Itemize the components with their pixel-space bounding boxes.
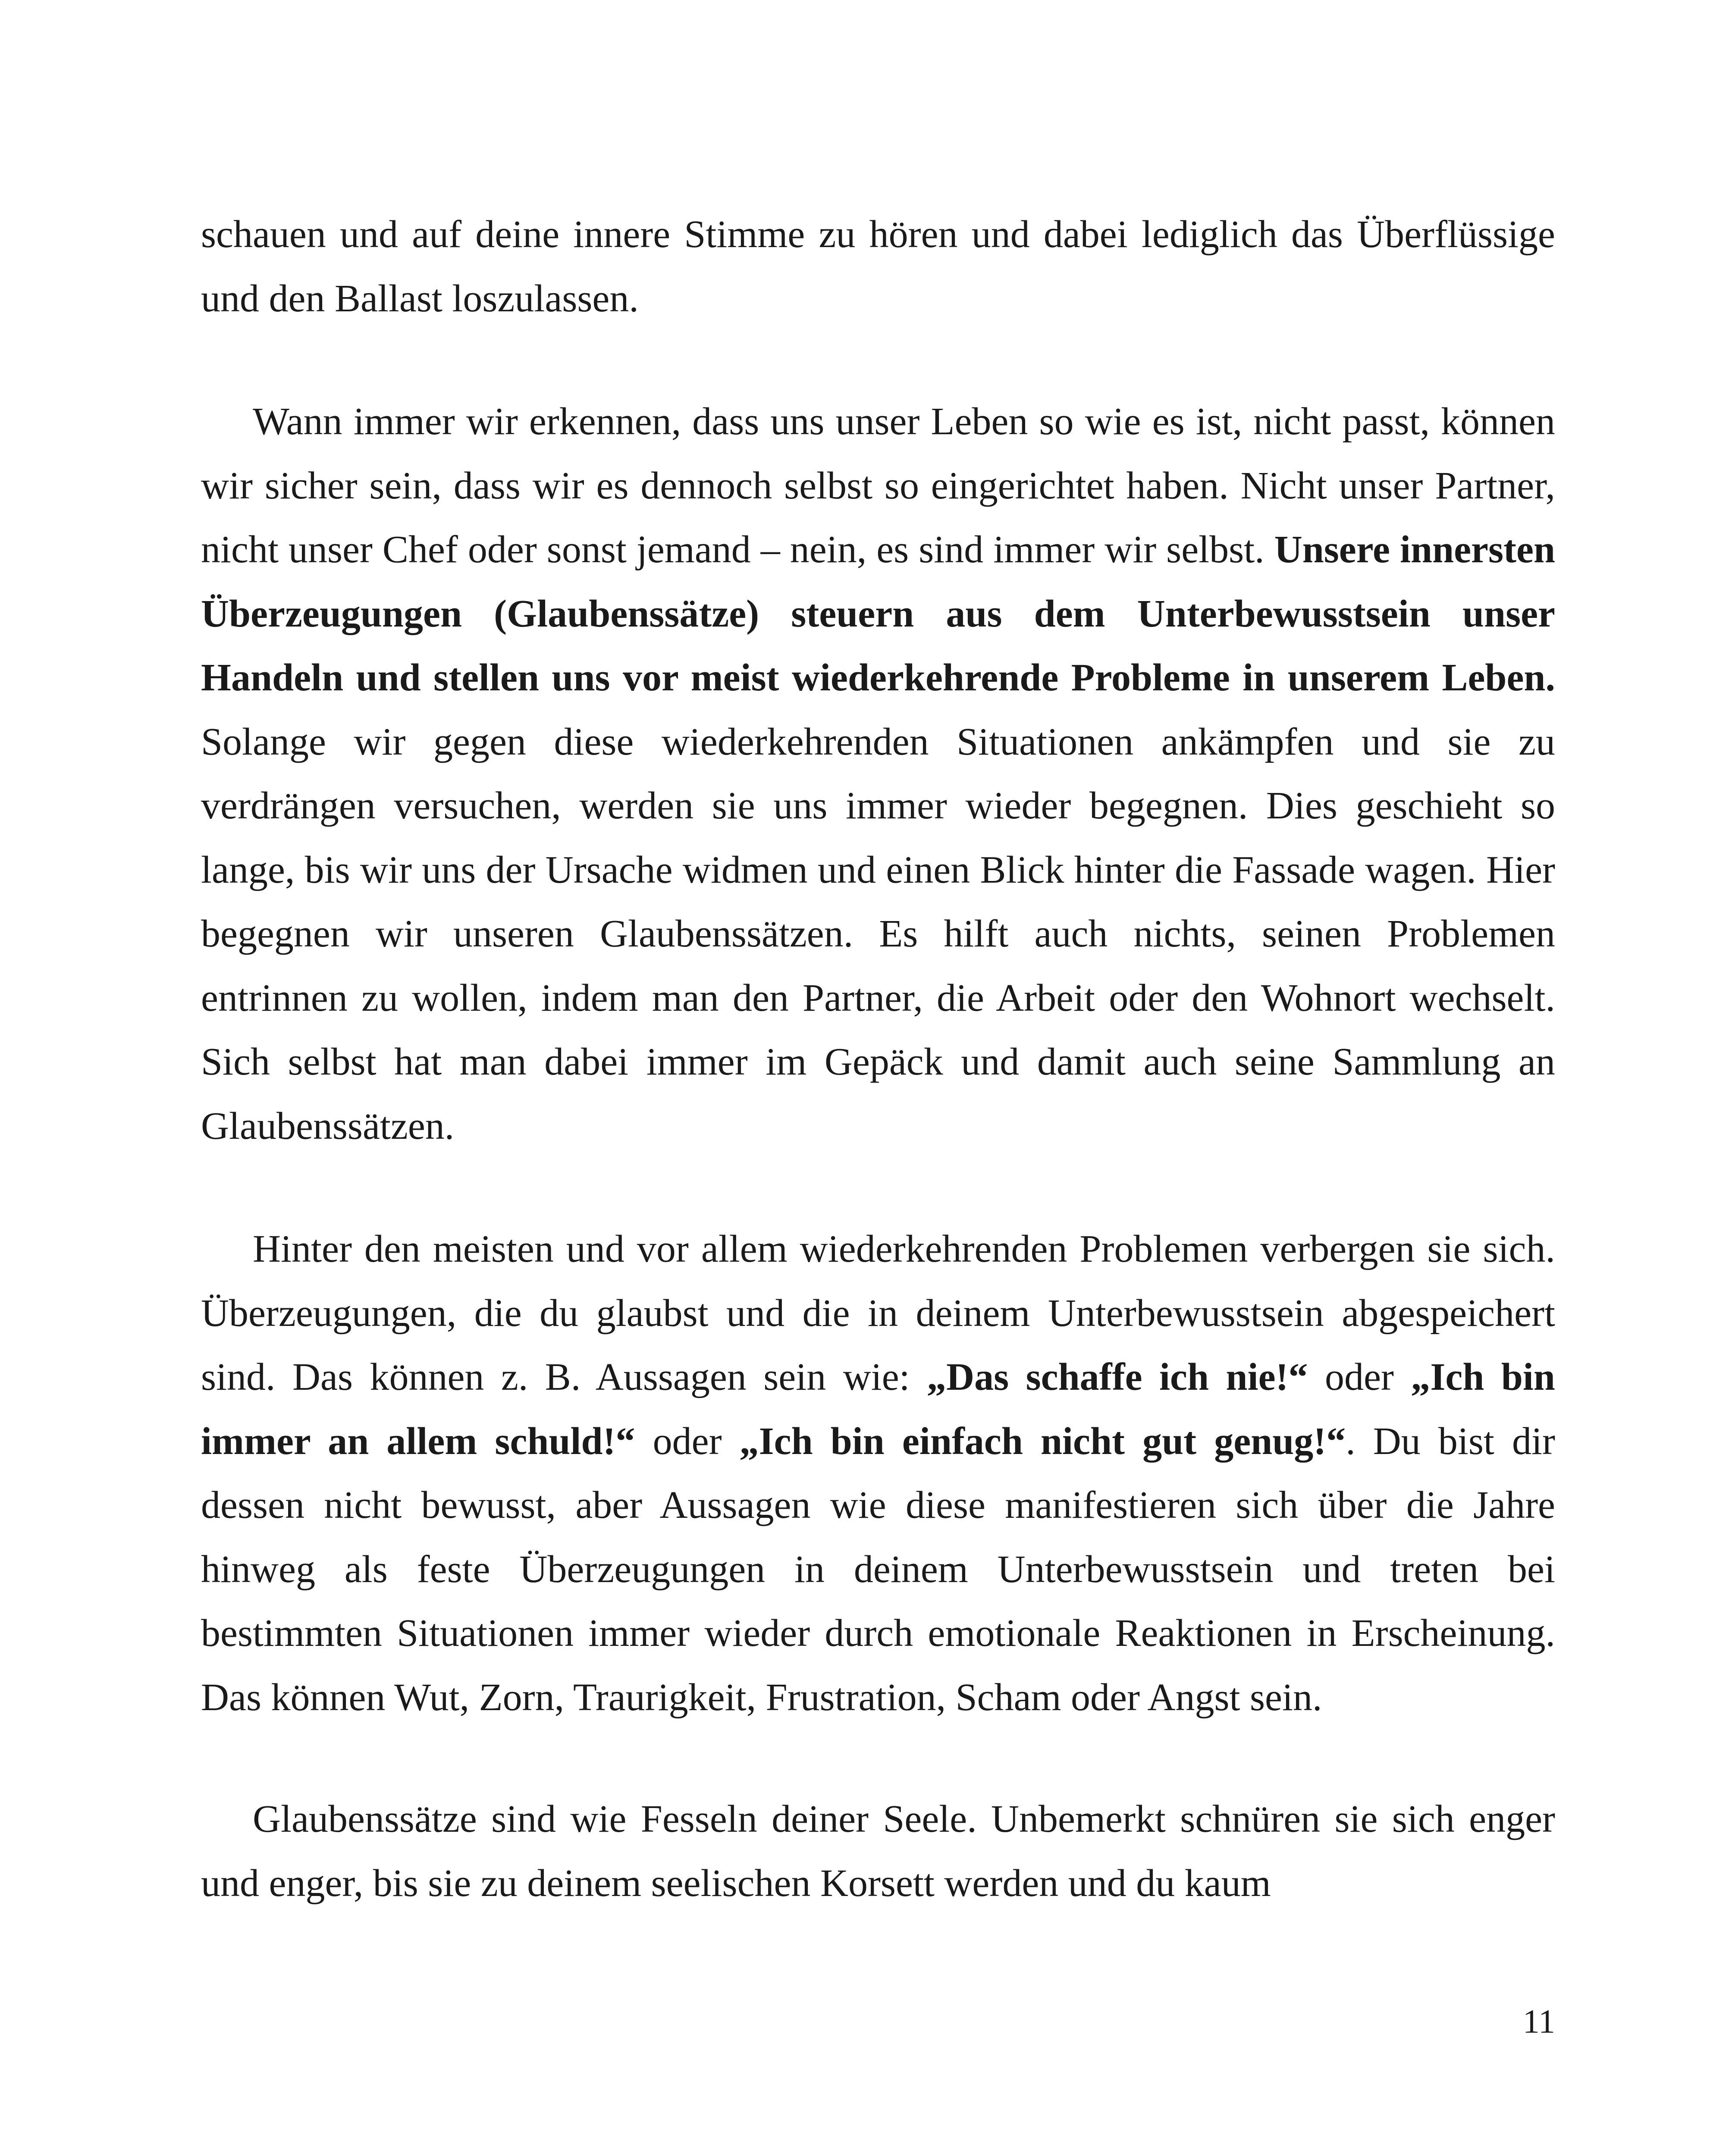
paragraph-3-text-b: oder — [1308, 1356, 1411, 1398]
paragraph-2-text-b: Solange wir gegen diese wiederkehrenden Situationen ankämpfen und sie zu verdrängen versuchen, werden sie uns immer wieder begegnen. Dies geschieht so lange, bis wir uns der Ursache widmen und einen Blick hinter die Fassade wagen. Hier begegnen wir unseren Glaubenssätzen. Es hilft auch nichts, seinen Problemen entrinnen zu wollen, indem man den Partner, die Arbeit oder den Wohnort wechselt. Sich selbst hat man dabei immer im Gepäck und damit auch seine Sammlung an Glaubenssätzen. — [201, 720, 1555, 1147]
paragraph-1 — [201, 203, 1555, 331]
paragraph-4 — [201, 1787, 1555, 1915]
page-body — [201, 203, 1555, 1915]
page-number: 11 — [1522, 2002, 1555, 2040]
paragraph-2 — [201, 390, 1555, 1158]
paragraph-3 — [201, 1217, 1555, 1730]
paragraph-3-quote-1: „Das schaffe ich nie!“ — [927, 1356, 1308, 1398]
paragraph-4-text: Glaubenssätze sind wie Fesseln deiner Seele. Unbemerkt schnüren sie sich enger und enger, bis sie zu deinem seelischen Korsett werden und du kaum — [201, 1798, 1555, 1905]
paragraph-3-text-a: Hinter den meisten und vor allem wiederkehrenden Problemen verbergen sie sich. Überzeugungen, die du glaubst und die in deinem Unterbewusstsein abgespeichert sind. Das können z. B. Aussagen sein wie: — [201, 1228, 1555, 1398]
paragraph-3-quote-3: „Ich bin einfach nicht gut genug!“ — [739, 1420, 1346, 1463]
paragraph-2-bold-statement: Unsere innersten Überzeugungen (Glaubenssätze) steuern aus dem Unterbewusstsein unser Handeln und stellen uns vor meist wiederkehrende Probleme in unserem Leben. — [201, 528, 1555, 699]
paragraph-3-text-d: . Du bist dir dessen nicht bewusst, aber Aussagen wie diese manifestieren sich über die Jahre hinweg als feste Überzeugungen in deinem Unterbewusstsein und treten bei bestimmten Situationen immer wieder durch emotionale Reaktionen in Erscheinung. Das können Wut, Zorn, Traurigkeit, Frustration, Scham oder Angst sein. — [201, 1420, 1555, 1719]
paragraph-1-text: schauen und auf deine innere Stimme zu hören und dabei lediglich das Überflüssige und den Ballast loszulassen. — [201, 213, 1555, 320]
paragraph-3-quote-2: „Ich bin immer an allem schuld!“ — [201, 1356, 1555, 1463]
paragraph-3-text-c: oder — [635, 1420, 740, 1463]
paragraph-2-text-a: Wann immer wir erkennen, dass uns unser Leben so wie es ist, nicht passt, können wir sicher sein, dass wir es dennoch selbst so eingerichtet haben. Nicht unser Partner, nicht unser Chef oder sonst jemand – nein, es sind immer wir selbst. — [201, 400, 1555, 571]
